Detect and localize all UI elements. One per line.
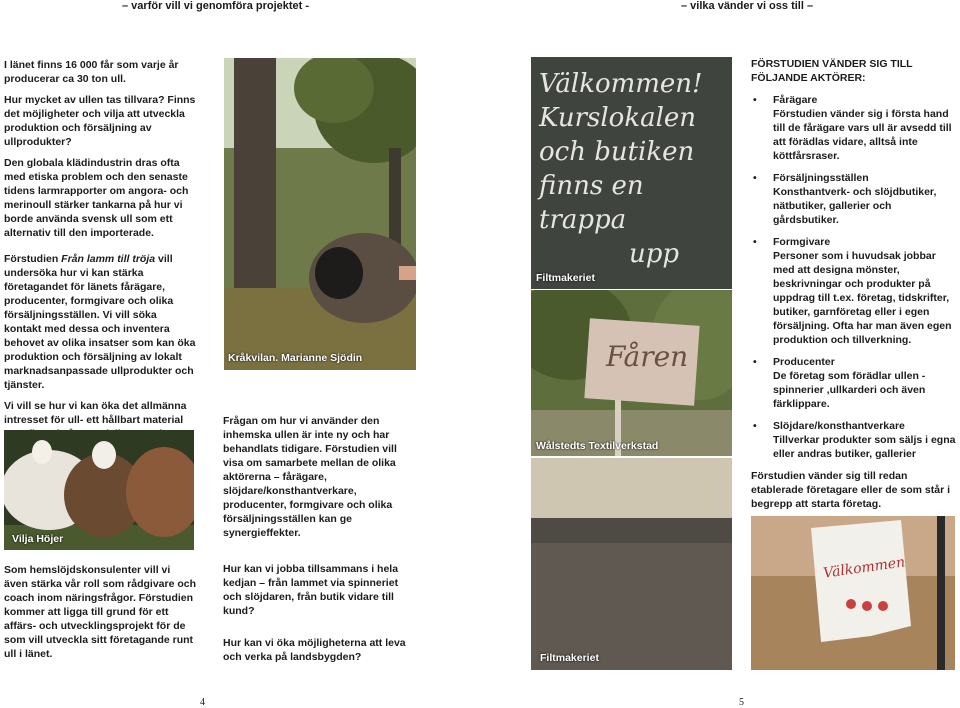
column-1-text-top	[4, 58, 196, 448]
list-item: • Fårägare Förstudien vänder sig i första hand till de fårägare vars ull är avsedd till att förädlas vidare, alltså inte köttfårsraser.	[751, 93, 956, 163]
photo-sheep-group	[4, 430, 194, 550]
project-title: Från lamm till tröja	[61, 253, 156, 265]
actors-list	[751, 93, 956, 461]
list-item: • Producenter De företag som förädlar ullen - spinnerier ,ullkarderi och även färklippare.	[751, 355, 956, 411]
photo-chalkboard	[531, 57, 732, 289]
paragraph-wool-count: I länet finns 16 000 får som varje år producerar ca 30 ton ull.	[4, 59, 179, 85]
photo-banner	[751, 516, 955, 670]
sheep-group-illustration	[4, 430, 194, 550]
actors-title: FÖRSTUDIEN VÄNDER SIG TILL FÖLJANDE AKTÖRER:	[751, 58, 913, 84]
list-item: • Slöjdare/konsthantverkare Tillverkar produkter som säljs i egna eller andras butiker, gallerier	[751, 419, 956, 461]
photo-caption-krakvilan: Kråkvilan. Marianne Sjödin	[228, 352, 363, 364]
paragraph-global-industry: Den globala klädindustrin dras ofta med etiska problem och den senaste tidens larmrapporter om angora- och merinoull stärker tankarna på hur vi borde använda svensk ull som ett alternativ till den importerade.	[4, 157, 189, 239]
photo-sign	[531, 290, 732, 456]
yarn-illustration	[531, 458, 732, 670]
photo-caption-walstedts: Wålstedts Textilverkstad	[536, 440, 659, 452]
photo-sheep-tree	[224, 58, 416, 370]
photo-caption-filtmakeriet-2: Filtmakeriet	[540, 652, 599, 664]
list-item: • Försäljningsställen Konsthantverk- och slöjdbutiker, nätbutiker, gallerier och gårdsbutiker.	[751, 171, 956, 227]
photo-caption-filtmakeriet-1: Filtmakeriet	[536, 272, 595, 284]
paragraph-chain: Hur kan vi jobba tillsammans i hela kedjan – från lammet via spinneriet och slöjdaren, från butik vidare till kund?	[223, 563, 399, 617]
paragraph-rural: Hur kan vi öka möjligheterna att leva och verka på landsbygden?	[223, 637, 406, 663]
page-number-right: 5	[739, 697, 744, 708]
column-2-text	[223, 414, 415, 671]
sign-illustration	[531, 290, 732, 456]
paragraph-established: Förstudien vänder sig till redan etablerade företagare eller de som står i begrepp att starta företag.	[751, 470, 951, 510]
column-4-text	[751, 57, 956, 511]
page-number-left: 4	[200, 697, 205, 708]
header-left: – varför vill vi genomföra projektet -	[122, 0, 310, 12]
chalkboard-text: Välkommen! Kurslokalen och butiken finns en trappa upp	[539, 69, 703, 269]
paragraph-wool-usage: Hur mycket av ullen tas tillvara? Finns det möjligheter och vilja att utveckla produktion och försäljning av ullprodukter?	[4, 94, 196, 148]
sign-text: Fåren	[606, 340, 689, 373]
paragraph-interest: Vi vill se hur vi kan öka det allmänna intresset för ull- ett hållbart material	[4, 400, 187, 426]
photo-caption-vilja: Vilja Höjer	[12, 533, 64, 545]
photo-yarn	[531, 458, 732, 670]
paragraph-not-new: Frågan om hur vi använder den inhemska ullen är inte ny och har behandlats tidigare. Förstudien vill visa om samarbete mellan de olika aktörerna – fårägare, slöjdare/konsthantverkare, producenter, formgivare och olika försäljningsställen kan ge synergieffekter.	[223, 415, 397, 539]
banner-illustration	[751, 516, 955, 670]
banner-text: Välkommen	[822, 554, 907, 582]
sheep-tree-illustration	[224, 58, 416, 370]
paragraph-project-aim: Förstudien Från lamm till tröja vill undersöka hur vi kan stärka företagandet för länets fårägare, producenter, formgivare och olika försäljningsställen. Vi vill söka kontakt med dessa och inventera behovet av olika insatser som kan öka produktion och försäljning av lokalt marknadsanpassade ullprodukter och tjänster.	[4, 253, 196, 391]
header-right: – vilka vänder vi oss till –	[681, 0, 814, 12]
paragraph-consultants: Som hemslöjdskonsulenter vill vi även stärka vår roll som rådgivare och coach inom näringsfrågor. Förstudien kommer att ligga till grund för ett affärs- och utvecklingsprojekt för de som vill utveckla sitt företagande runt ull i länet.	[4, 564, 197, 660]
column-1-text-bottom	[4, 563, 196, 668]
list-item: • Formgivare Personer som i huvudsak jobbar med att designa mönster, beskrivningar och produkter på uppdrag till t.ex. företag, tidskrifter, butiker, garnföretag eller i egen försäljning. Ofta har man även egen produktion och tillverkning.	[751, 235, 956, 347]
